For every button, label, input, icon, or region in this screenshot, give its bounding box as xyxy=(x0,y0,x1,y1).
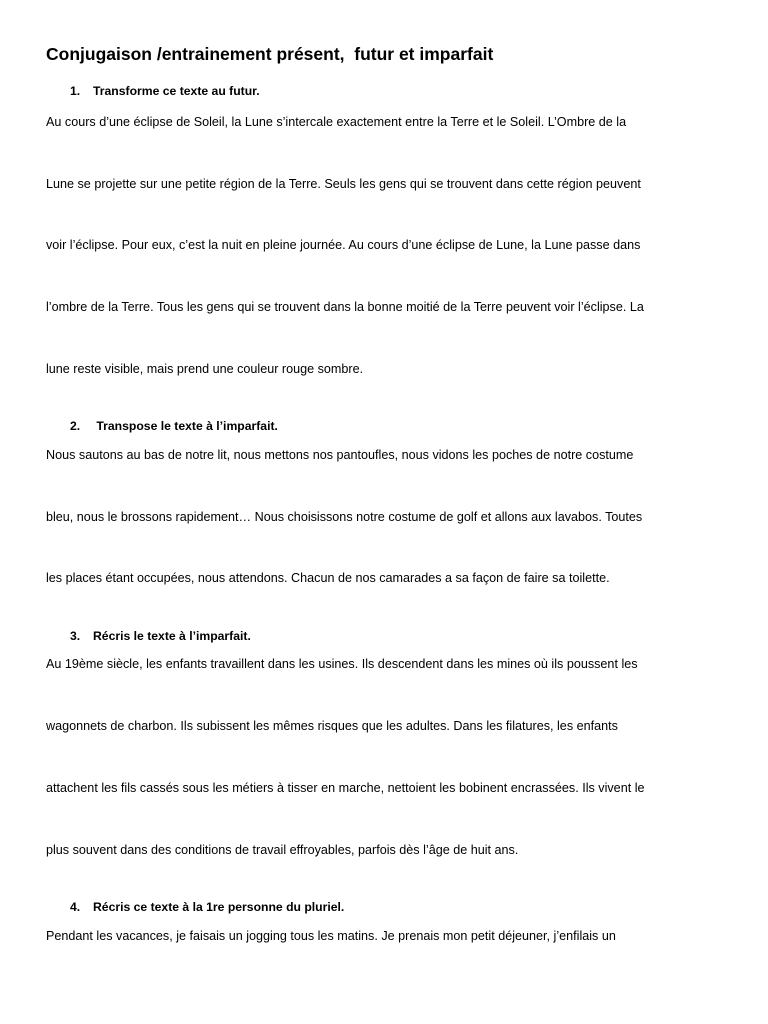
section-3-line-2: wagonnets de charbon. Ils subissent les mêmes risques que les adultes. Dans les filatures, les enfants xyxy=(46,719,618,733)
section-1-line-1: Au cours d’une éclipse de Soleil, la Lune s’intercale exactement entre la Terre et le Soleil. L’Ombre de la xyxy=(46,115,627,129)
section-3-line-1: Au 19ème siècle, les enfants travaillent dans les usines. Ils descendent dans les mines où ils poussent les xyxy=(46,657,638,671)
section-3-number: 3. xyxy=(70,629,81,643)
section-2-line-1: Nous sautons au bas de notre lit, nous mettons nos pantoufles, nous vidons les poches de notre costume xyxy=(46,448,634,462)
section-1-number: 1. xyxy=(70,84,81,98)
section-1-line-2: Lune se projette sur une petite région de la Terre. Seuls les gens qui se trouvent dans cette région peuvent xyxy=(46,177,641,191)
section-2-heading xyxy=(70,419,278,433)
section-1-line-3: voir l’éclipse. Pour eux, c’est la nuit en pleine journée. Au cours d’une éclipse de Lune, la Lune passe dans xyxy=(46,238,641,252)
section-1-line-5: lune reste visible, mais prend une couleur rouge sombre. xyxy=(46,362,364,376)
section-2-line-3: les places étant occupées, nous attendons. Chacun de nos camarades a sa façon de faire sa toilette. xyxy=(46,571,610,585)
page-title: Conjugaison /entrainement présent, futur et imparfait xyxy=(46,44,494,64)
section-4-title: Récris ce texte à la 1re personne du pluriel. xyxy=(93,900,345,914)
section-1-line-4: l’ombre de la Terre. Tous les gens qui se trouvent dans la bonne moitié de la Terre peuvent voir l’éclipse. La xyxy=(46,300,644,314)
section-3-title: Récris le texte à l’imparfait. xyxy=(93,629,251,643)
section-1-title: Transforme ce texte au futur. xyxy=(93,84,260,98)
section-3-line-4: plus souvent dans des conditions de travail effroyables, parfois dès l’âge de huit ans. xyxy=(46,843,519,857)
section-4-heading xyxy=(70,900,344,914)
section-3-heading xyxy=(70,629,251,643)
section-2-line-2: bleu, nous le brossons rapidement… Nous choisissons notre costume de golf et allons aux lavabos. Toutes xyxy=(46,510,643,524)
section-2-number: 2. xyxy=(70,419,81,433)
section-4-line-1: Pendant les vacances, je faisais un jogging tous les matins. Je prenais mon petit déjeuner, j’enfilais un xyxy=(46,929,616,943)
section-2-title: Transpose le texte à l’imparfait. xyxy=(93,419,278,433)
section-1-heading xyxy=(70,84,260,98)
section-3-line-3: attachent les fils cassés sous les métiers à tisser en marche, nettoient les bobinent encrassées. Ils vivent le xyxy=(46,781,645,795)
section-4-number: 4. xyxy=(70,900,81,914)
